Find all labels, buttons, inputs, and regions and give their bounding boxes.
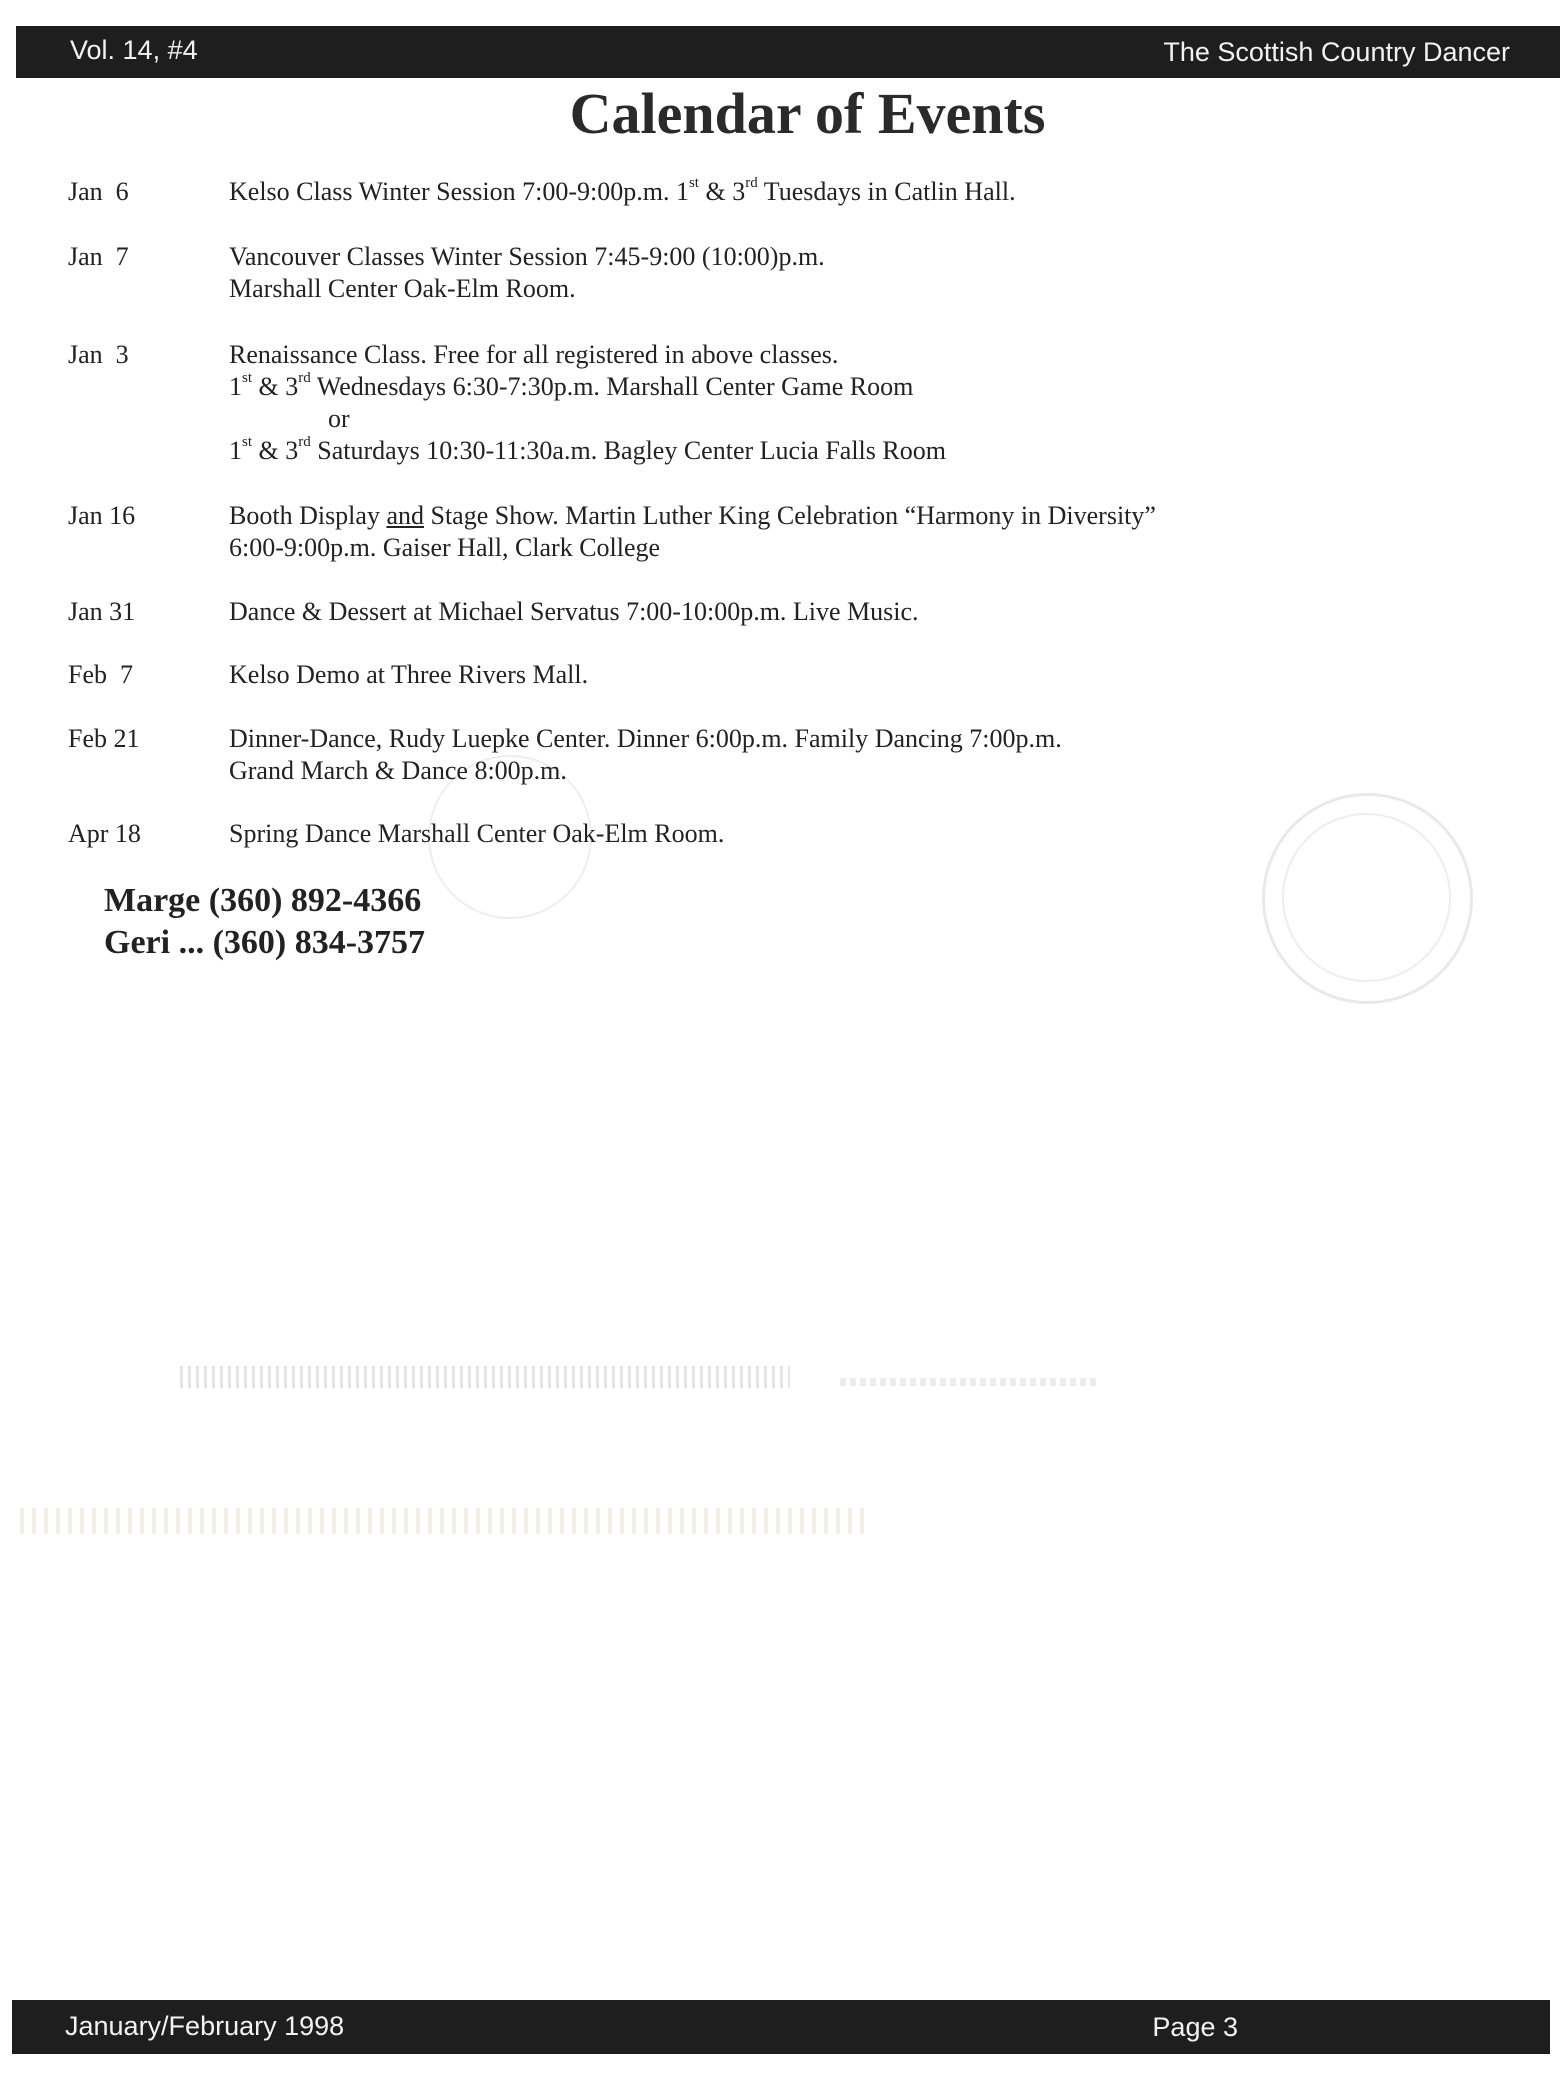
ghost-band (20, 1508, 870, 1534)
event-description (229, 176, 1429, 208)
event-text: 1 (229, 436, 242, 465)
contact-geri: Geri ... (360) 834-3757 (104, 924, 426, 961)
event-date: Apr 18 (68, 819, 141, 848)
event-line (229, 500, 1429, 532)
event-text: Saturdays 10:30-11:30a.m. Bagley Center Lucia Falls Room (310, 436, 946, 465)
issue-date: January/February 1998 (65, 2011, 345, 2041)
publication-name: The Scottish Country Dancer (1163, 37, 1510, 67)
event-description (229, 723, 1429, 787)
event-date: Jan 16 (68, 501, 136, 530)
event-line: Dinner-Dance, Rudy Luepke Center. Dinner 6:00p.m. Family Dancing 7:00p.m. (229, 724, 1062, 753)
contacts (104, 880, 425, 964)
ghost-barcode (180, 1366, 790, 1388)
event-line: Vancouver Classes Winter Session 7:45-9:00 (10:00)p.m. (229, 242, 825, 271)
event-line: Dance & Dessert at Michael Servatus 7:00-10:00p.m. Live Music. (229, 597, 919, 626)
event-date: Jan 31 (68, 597, 136, 626)
event-description (229, 818, 1429, 850)
event-line: Kelso Demo at Three Rivers Mall. (229, 660, 589, 689)
event-text: & 3 (252, 372, 299, 401)
event-description (229, 500, 1429, 564)
ordinal-suffix: st (242, 434, 253, 451)
footer-bar (12, 2000, 1550, 2054)
event-text: Kelso Class Winter Session 7:00-9:00p.m. 1 (229, 177, 689, 206)
ordinal-suffix: st (688, 175, 699, 192)
contact-marge: Marge (360) 892-4366 (104, 882, 422, 919)
page-number: Page 3 (1152, 2012, 1238, 2042)
page-title: Calendar of Events (569, 81, 1046, 146)
event-line (229, 371, 1429, 403)
event-description (229, 596, 1429, 628)
event-text: & 3 (252, 436, 299, 465)
event-date: Feb 21 (68, 724, 140, 753)
event-line (229, 176, 1429, 208)
event-date: Jan 3 (68, 340, 129, 369)
ghost-barcode-digits (840, 1378, 1100, 1386)
event-date: Feb 7 (68, 660, 133, 689)
event-line (229, 435, 1429, 467)
issue-number: Vol. 14, #4 (70, 35, 198, 65)
event-date: Jan 7 (68, 242, 129, 271)
event-line: Grand March & Dance 8:00p.m. (229, 756, 567, 785)
event-text: Wednesdays 6:30-7:30p.m. Marshall Center Game Room (310, 372, 914, 401)
event-line: Spring Dance Marshall Center Oak-Elm Room. (229, 819, 725, 848)
event-description (229, 241, 1429, 305)
ordinal-suffix: st (242, 370, 253, 387)
event-text: Stage Show. Martin Luther King Celebration “Harmony in Diversity” (424, 501, 1156, 530)
event-text: Booth Display (229, 501, 387, 530)
header-bar (16, 26, 1560, 78)
event-line: 6:00-9:00p.m. Gaiser Hall, Clark College (229, 533, 661, 562)
event-description (229, 339, 1429, 467)
ordinal-suffix: rd (745, 175, 758, 192)
event-date: Jan 6 (68, 177, 129, 206)
underlined-text: and (386, 501, 424, 530)
event-line: Renaissance Class. Free for all registered in above classes. (229, 340, 839, 369)
event-text: & 3 (698, 177, 746, 206)
event-text: 1 (229, 372, 242, 401)
event-description (229, 659, 1429, 691)
event-line: Marshall Center Oak-Elm Room. (229, 274, 576, 303)
event-line: or (328, 404, 350, 433)
ordinal-suffix: rd (298, 370, 311, 387)
ordinal-suffix: rd (298, 434, 311, 451)
event-text: Tuesdays in Catlin Hall. (757, 177, 1016, 206)
